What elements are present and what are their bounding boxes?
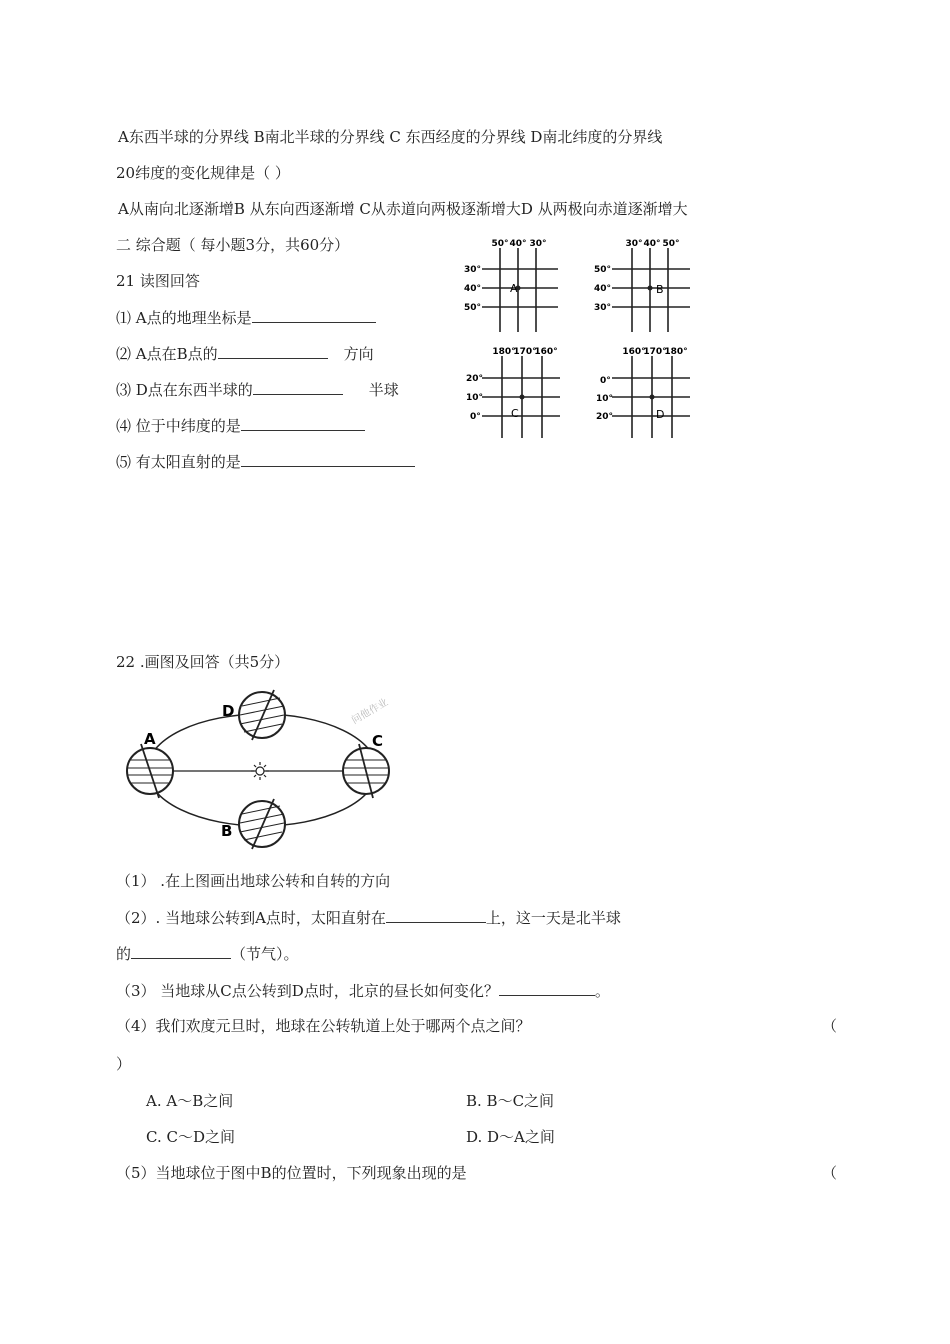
grid-c-top-1: 180° bbox=[492, 347, 516, 357]
q21-item-4 bbox=[116, 415, 365, 436]
q19-options: A东西半球的分界线 B南北半球的分界线 C 东西经度的分界线 D南北纬度的分界线 bbox=[118, 128, 663, 146]
grid-d-side-2: 10° bbox=[596, 394, 614, 404]
q22-option-a[interactable]: A. A～B之间 bbox=[146, 1092, 234, 1110]
q22-sub3-a: （3） 当地球从C点公转到D点时，北京的昼长如何变化？ bbox=[116, 982, 499, 1000]
q22-sub4-paren-close: ） bbox=[116, 1055, 132, 1073]
q21-item-5-text: ⑸ 有太阳直射的是 bbox=[116, 453, 241, 471]
q22-sub1: （1） .在上图画出地球公转和自转的方向 bbox=[116, 872, 391, 890]
grid-a-top-3: 30° bbox=[529, 239, 547, 249]
grid-c-point: C bbox=[511, 407, 519, 420]
answer-blank[interactable] bbox=[253, 379, 343, 395]
earth-d bbox=[239, 690, 285, 740]
answer-blank[interactable] bbox=[252, 307, 376, 323]
q21-item-3-text: ⑶ D点在东西半球的 bbox=[116, 381, 253, 399]
q21-item-2 bbox=[116, 343, 374, 364]
grid-b-side-1: 50° bbox=[594, 265, 612, 275]
orbit-label-d: D bbox=[222, 702, 235, 720]
grid-c-side-3: 0° bbox=[470, 412, 481, 422]
grid-c-side-1: 20° bbox=[466, 374, 484, 384]
grid-d-top-3: 180° bbox=[664, 347, 688, 357]
grid-b-point: B bbox=[656, 283, 664, 296]
q21-title: 21 读图回答 bbox=[116, 272, 200, 290]
answer-blank[interactable] bbox=[241, 415, 365, 431]
q22-sub2-b: 上，这一天是北半球 bbox=[485, 909, 621, 927]
q22-option-b[interactable]: B. B～C之间 bbox=[466, 1092, 555, 1110]
watermark: 问他作业 bbox=[350, 697, 391, 727]
grid-d-point: D bbox=[656, 408, 665, 421]
answer-blank[interactable] bbox=[131, 943, 231, 959]
earth-a bbox=[127, 744, 173, 798]
grid-d-side-1: 0° bbox=[600, 376, 611, 386]
section2-title: 二 综合题（ 每小题3分，共60分） bbox=[116, 236, 350, 254]
grid-a bbox=[460, 236, 600, 336]
q21-item-1 bbox=[116, 307, 376, 328]
q21-item-2-text: ⑵ A点在B点的 bbox=[116, 345, 218, 363]
grid-b-top-3: 50° bbox=[662, 239, 680, 249]
grid-d-side-3: 20° bbox=[596, 412, 614, 422]
q22-sub4: （4）我们欢度元旦时，地球在公转轨道上处于哪两个点之间？ bbox=[116, 1017, 531, 1035]
grid-d-top-1: 160° bbox=[622, 347, 646, 357]
q22-option-d[interactable]: D. D～A之间 bbox=[466, 1128, 555, 1146]
grid-d bbox=[590, 344, 730, 444]
q22-option-c[interactable]: C. C～D之间 bbox=[146, 1128, 235, 1146]
q20-options: A从南向北逐渐增B 从东向西逐渐增 C从赤道向两极逐渐增大D 从两极向赤道逐渐增大 bbox=[118, 200, 688, 218]
grid-c-top-3: 160° bbox=[534, 347, 558, 357]
answer-blank[interactable] bbox=[499, 980, 595, 996]
q20-question: 20纬度的变化规律是（ ） bbox=[116, 164, 290, 182]
q21-item-3-suffix: 半球 bbox=[368, 381, 399, 399]
q22-sub2-d: （节气）。 bbox=[231, 945, 299, 963]
grid-c-top-2: 170° bbox=[513, 347, 537, 357]
q22-sub2-c: 的 bbox=[116, 945, 132, 963]
q21-item-2-suffix: 方向 bbox=[343, 345, 374, 363]
grid-b-side-3: 30° bbox=[594, 303, 612, 313]
q21-item-1-text: ⑴ A点的地理坐标是 bbox=[116, 309, 252, 327]
grid-b bbox=[590, 236, 730, 336]
q21-item-5 bbox=[116, 451, 415, 472]
sun-icon bbox=[251, 762, 269, 780]
q21-item-4-text: ⑷ 位于中纬度的是 bbox=[116, 417, 241, 435]
grid-a-side-1: 30° bbox=[464, 265, 482, 275]
q22-sub2-a: （2）. 当地球公转到A点时，太阳直射在 bbox=[116, 909, 386, 927]
grid-a-side-2: 40° bbox=[464, 284, 482, 294]
q22-sub4-paren-open: （ bbox=[822, 1017, 838, 1035]
q22-title: 22 .画图及回答（共5分） bbox=[116, 653, 290, 671]
q21-item-3 bbox=[116, 379, 399, 400]
orbit-label-a: A bbox=[144, 730, 156, 748]
grid-c bbox=[460, 344, 600, 444]
grid-a-top-1: 50° bbox=[491, 239, 509, 249]
answer-blank[interactable] bbox=[241, 451, 415, 467]
grid-d-top-2: 170° bbox=[643, 347, 667, 357]
q22-sub3-b: 。 bbox=[594, 982, 610, 1000]
q22-sub5: （5）当地球位于图中B的位置时，下列现象出现的是 bbox=[116, 1164, 467, 1182]
answer-blank[interactable] bbox=[218, 343, 328, 359]
grid-a-side-3: 50° bbox=[464, 303, 482, 313]
earth-c bbox=[343, 744, 389, 798]
orbit-label-c: C bbox=[372, 732, 384, 750]
orbit-label-b: B bbox=[221, 822, 233, 840]
q22-sub2-line2 bbox=[116, 943, 299, 964]
q22-sub2-line1 bbox=[116, 907, 621, 928]
orbit-diagram bbox=[114, 684, 414, 854]
earth-b bbox=[239, 799, 285, 849]
q22-sub5-paren-open: （ bbox=[822, 1164, 838, 1182]
grid-c-side-2: 10° bbox=[466, 393, 484, 403]
grid-b-side-2: 40° bbox=[594, 284, 612, 294]
grid-a-top-2: 40° bbox=[509, 239, 527, 249]
grid-b-top-2: 40° bbox=[643, 239, 661, 249]
answer-blank[interactable] bbox=[386, 907, 486, 923]
grid-a-point: A bbox=[510, 282, 518, 295]
grid-b-top-1: 30° bbox=[625, 239, 643, 249]
q22-sub3 bbox=[116, 980, 610, 1001]
